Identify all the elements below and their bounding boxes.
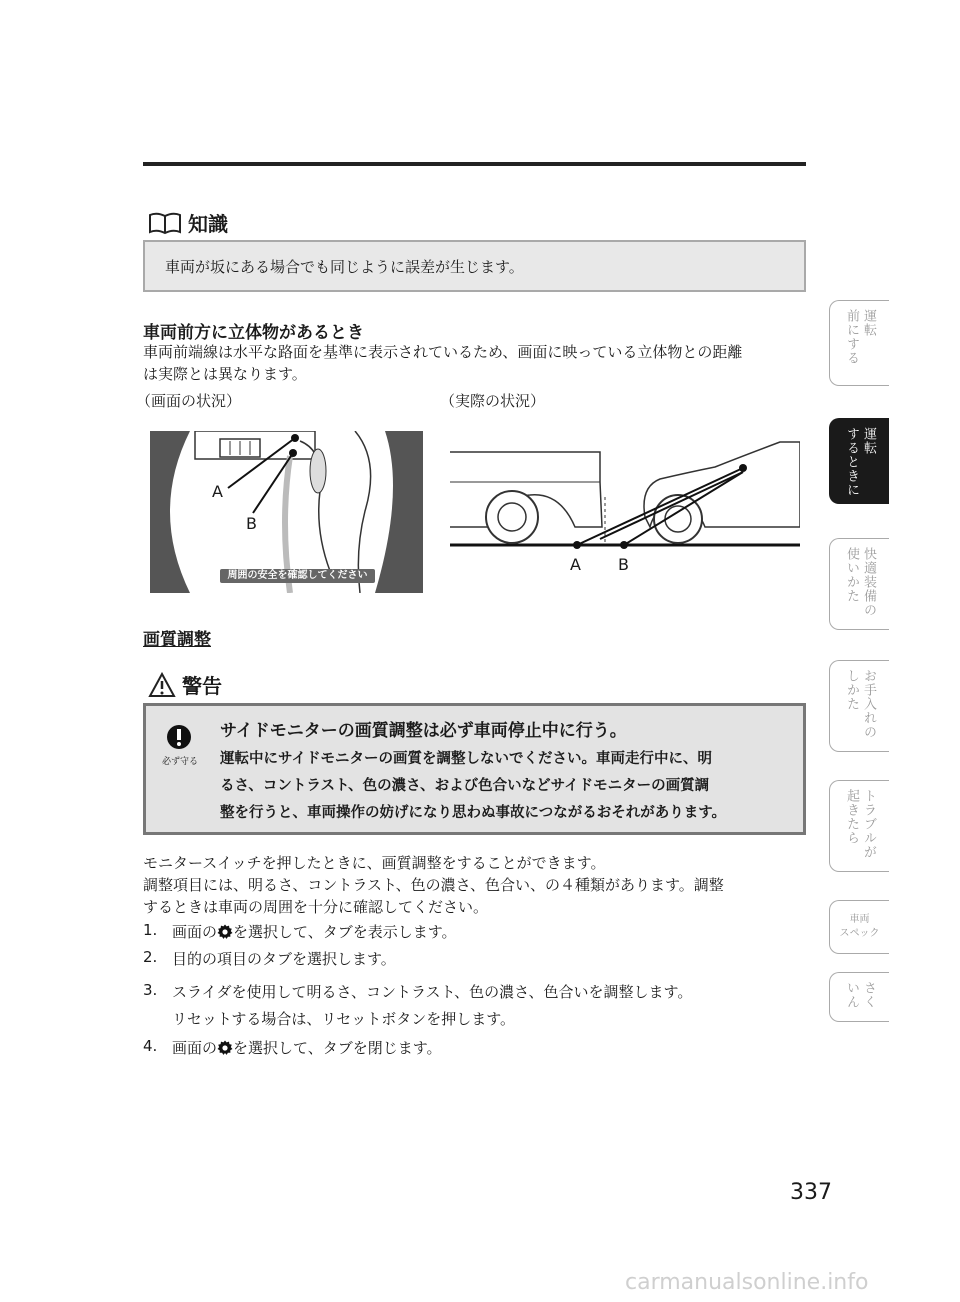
side-tab-before-driving[interactable] xyxy=(829,300,889,386)
image-quality-heading: 画質調整 xyxy=(143,630,211,650)
warning-text-line1: 運転中にサイドモニターの画質を調整しないでください。車両走行中に、明 xyxy=(220,751,712,767)
gear-icon xyxy=(217,924,233,940)
warning-text-line2: るさ、コントラスト、色の濃さ、および色合いなどサイドモニターの画質調 xyxy=(220,778,710,794)
side-tab-when-driving-col1: 運転 xyxy=(861,427,876,455)
step-1-text xyxy=(172,921,457,942)
knowledge-note-box xyxy=(143,240,806,292)
side-tab-when-driving-col2: するときに xyxy=(844,427,859,497)
side-tab-index[interactable] xyxy=(829,972,889,1022)
object-ahead-body xyxy=(143,341,742,385)
side-tab-trouble[interactable] xyxy=(829,780,889,872)
procedure-intro xyxy=(143,852,724,918)
top-rule xyxy=(143,162,806,166)
side-tab-specs-line2: スペック xyxy=(839,928,880,939)
procedure-intro-line3: するときは車両の周囲を十分に確認してください。 xyxy=(143,898,489,916)
side-tab-specs-line1: 車両 xyxy=(849,914,870,925)
side-tab-maintenance-col1: お手入れの xyxy=(861,669,876,739)
side-tab-index-col1: さく xyxy=(861,981,876,1009)
side-tab-comfort-col1: 快適装備の xyxy=(861,547,876,617)
warning-triangle-icon xyxy=(148,672,176,698)
actual-illustration xyxy=(450,437,800,577)
mandatory-icon-wrap xyxy=(164,724,194,754)
side-tab-maintenance-col2: しかた xyxy=(844,669,859,711)
actual-caption: （実際の状況） xyxy=(440,392,546,410)
warning-text-line3: 整を行うと、車両操作の妨げになり思わぬ事故につながるおそれがあります。 xyxy=(220,805,727,821)
warning-heading xyxy=(148,670,222,699)
step-3-number: 3. xyxy=(143,981,158,999)
watermark: carmanualsonline.info xyxy=(625,1270,869,1295)
screen-label-a: A xyxy=(212,482,223,501)
object-ahead-heading: 車両前方に立体物があるとき xyxy=(143,323,364,343)
object-ahead-body-line1: 車両前端線は水平な路面を基準に表示されているため、画面に映っている立体物との距離 xyxy=(143,343,743,361)
step-4-after: を選択して、タブを閉じます。 xyxy=(233,1039,442,1057)
procedure-intro-line1: モニタースイッチを押したときに、画質調整をすることができます。 xyxy=(143,854,606,872)
gear-icon xyxy=(217,1040,233,1056)
object-ahead-body-line2: は実際とは異なります。 xyxy=(143,365,307,383)
warning-box xyxy=(143,703,806,835)
step-3-subtext: リセットする場合は、リセットボタンを押します。 xyxy=(172,1010,516,1028)
side-tab-trouble-col2: 起きたら xyxy=(844,789,859,845)
warning-title: サイドモニターの画質調整は必ず車両停止中に行う。 xyxy=(220,721,627,741)
screen-caption: （画面の状況） xyxy=(136,392,242,410)
step-1-number: 1. xyxy=(143,921,158,939)
exclamation-circle-icon xyxy=(166,724,192,750)
side-tab-when-driving[interactable] xyxy=(829,418,889,504)
step-4-text xyxy=(172,1037,442,1058)
side-tab-before-driving-col1: 運転 xyxy=(861,309,876,337)
warning-text xyxy=(220,746,726,827)
actual-label-b: B xyxy=(618,555,629,574)
step-2-number: 2. xyxy=(143,948,158,966)
side-tab-specs[interactable] xyxy=(829,900,889,954)
knowledge-note: 車両が坂にある場合でも同じように誤差が生じます。 xyxy=(165,257,524,276)
step-1-after: を選択して、タブを表示します。 xyxy=(233,923,457,941)
side-tab-trouble-col1: トラブルが xyxy=(861,789,876,859)
page-number: 337 xyxy=(790,1180,832,1205)
side-tab-comfort-col2: 使いかた xyxy=(844,547,859,603)
side-tab-index-col2: いん xyxy=(844,981,859,1009)
step-4-before: 画面の xyxy=(172,1039,218,1057)
step-1-before: 画面の xyxy=(172,923,218,941)
knowledge-heading xyxy=(148,208,228,237)
step-3-text: スライダを使用して明るさ、コントラスト、色の濃さ、色合いを調整します。 xyxy=(172,983,693,1001)
screen-label-b: B xyxy=(246,514,257,533)
side-tab-before-driving-col2: 前にする xyxy=(844,309,859,365)
actual-label-a: A xyxy=(570,555,581,574)
step-4-number: 4. xyxy=(143,1037,158,1055)
warning-title-label: 警告 xyxy=(182,674,222,698)
book-icon xyxy=(148,211,182,235)
side-tab-maintenance[interactable] xyxy=(829,660,889,752)
screen-illustration xyxy=(150,431,423,593)
procedure-intro-line2: 調整項目には、明るさ、コントラスト、色の濃さ、色合い、の４種類があります。調整 xyxy=(143,876,724,894)
side-tab-comfort[interactable] xyxy=(829,538,889,630)
mandatory-caption: 必ず守る xyxy=(162,757,199,767)
knowledge-title: 知識 xyxy=(188,212,228,236)
step-2-text: 目的の項目のタブを選択します。 xyxy=(172,950,396,968)
screen-safety-message: 周囲の安全を確認してください xyxy=(227,570,368,581)
